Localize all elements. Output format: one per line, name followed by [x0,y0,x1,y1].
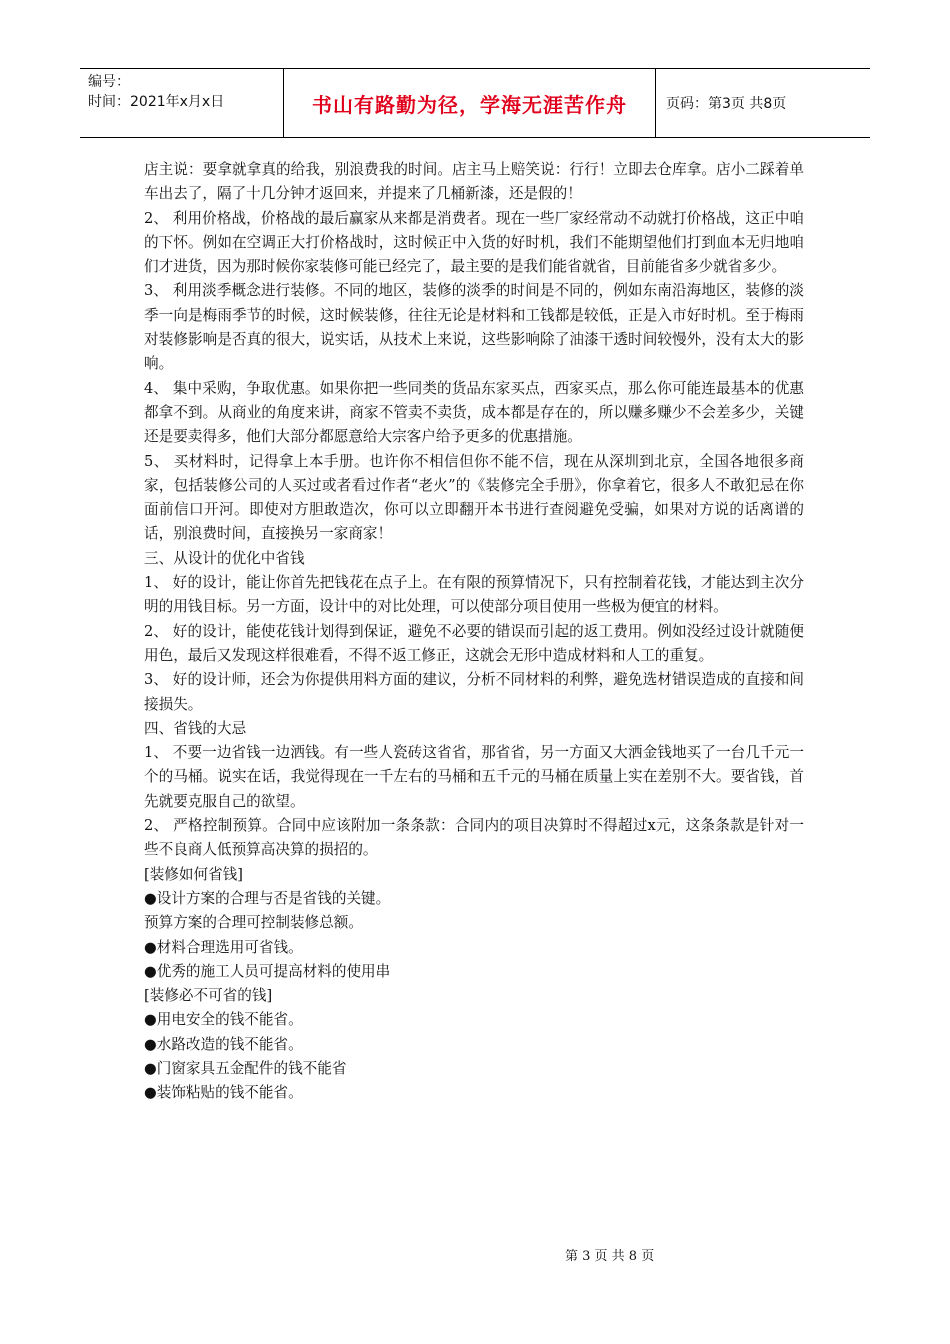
document-body [144,158,804,1106]
page-footer: 第 3 页 共 8 页 [565,1249,655,1264]
paragraph: 4、 集中采购，争取优惠。如果你把一些同类的货品东家买点，西家买点，那么你可能连最基本的优惠都拿不到。从商业的角度来讲，商家不管卖不卖货，成本都是存在的，所以赚多赚少不会差多少，关键还是要卖得多，他们大部分都愿意给大宗客户给予更多的优惠措施。 [144,379,804,446]
number-label: 编号： [88,74,130,90]
list-item: ●用电安全的钱不能省。 [144,1011,303,1029]
header-motto [283,69,656,137]
paragraph: 3、 好的设计师，还会为你提供用料方面的建议，分析不同材料的利弊，避免选材错误造成的直接和间接损失。 [144,671,804,713]
paragraph: 1、 好的设计，能让你首先把钱花在点子上。在有限的预算情况下，只有控制着花钱，才能达到主次分明的用钱目标。另一方面，设计中的对比处理，可以使部分项目使用一些极为便宜的材料。 [144,574,804,616]
list-item: ●设计方案的合理与否是省钱的关键。 [144,889,391,907]
time-label: 时间：2021年x月x日 [88,94,225,110]
list-item: ●装饰粘贴的钱不能省。 [144,1084,303,1102]
header-meta [80,69,283,137]
list-item: ●水路改造的钱不能省。 [144,1035,303,1053]
list-heading: [装修如何省钱] [144,865,243,883]
list-item: 预算方案的合理可控制装修总额。 [144,914,363,932]
section-heading: 四、省钱的大忌 [144,719,247,737]
page-code-text: 页码：第3页 共8页 [666,96,787,112]
list-item: ●门窗家具五金配件的钱不能省 [144,1059,347,1077]
paragraph: 3、 利用淡季概念进行装修。不同的地区，装修的淡季的时间是不同的，例如东南沿海地区，装修的淡季一向是梅雨季节的时候，这时候装修，往往无论是材料和工钱都是较低，正是入市好时机。至于梅雨对装修影响是否真的很大，说实话，从技术上来说，这些影响除了油漆干透时间较慢外，没有太大的影响。 [144,282,804,373]
list-item: ●材料合理选用可省钱。 [144,938,303,956]
paragraph: 店主说：要拿就拿真的给我，别浪费我的时间。店主马上赔笑说：行行！立即去仓库拿。店小二踩着单车出去了，隔了十几分钟才返回来，并提来了几桶新漆，还是假的！ [144,161,804,203]
paragraph: 2、 好的设计，能使花钱计划得到保证，避免不必要的错误而引起的返工费用。例如没经过设计就随便用色，最后又发现这样很难看，不得不返工修正，这就会无形中造成材料和人工的重复。 [144,622,804,664]
section-heading: 三、从设计的优化中省钱 [144,549,305,567]
list-heading: [装修必不可省的钱] [144,987,273,1005]
paragraph: 5、 买材料时，记得拿上本手册。也许你不相信但你不能不信，现在从深圳到北京，全国各地很多商家，包括装修公司的人买过或者看过作者“老火”的《装修完全手册》，你拿着它，很多人不敢犯忌在你面前信口开河。即使对方胆敢造次，你可以立即翻开本书进行查阅避免受骗，如果对方说的话离谱的话，别浪费时间，直接换另一家商家！ [144,452,804,543]
paragraph: 2、 严格控制预算。合同中应该附加一条条款：合同内的项目决算时不得超过x元，这条条款是针对一些不良商人低预算高决算的损招的。 [144,817,804,859]
paragraph: 2、 利用价格战，价格战的最后赢家从来都是消费者。现在一些厂家经常动不动就打价格战，这正中咱的下怀。例如在空调正大打价格战时，这时候正中入货的好时机，我们不能期望他们打到血本无归地咱们才进货，因为那时候你家装修可能已经完了，最主要的是我们能省就省，目前能省多少就省多少。 [144,209,804,276]
paragraph: 1、 不要一边省钱一边洒钱。有一些人瓷砖这省省，那省省，另一方面又大洒金钱地买了一台几千元一个的马桶。说实在话，我觉得现在一千左右的马桶和五千元的马桶在质量上实在差别不大。要省钱，首先就要克服自己的欲望。 [144,744,804,810]
list-item: ●优秀的施工人员可提高材料的使用串 [144,962,391,980]
header-page-code [656,69,870,137]
motto-text: 书山有路勤为径，学海无涯苦作舟 [312,92,627,117]
page-header [80,68,870,138]
